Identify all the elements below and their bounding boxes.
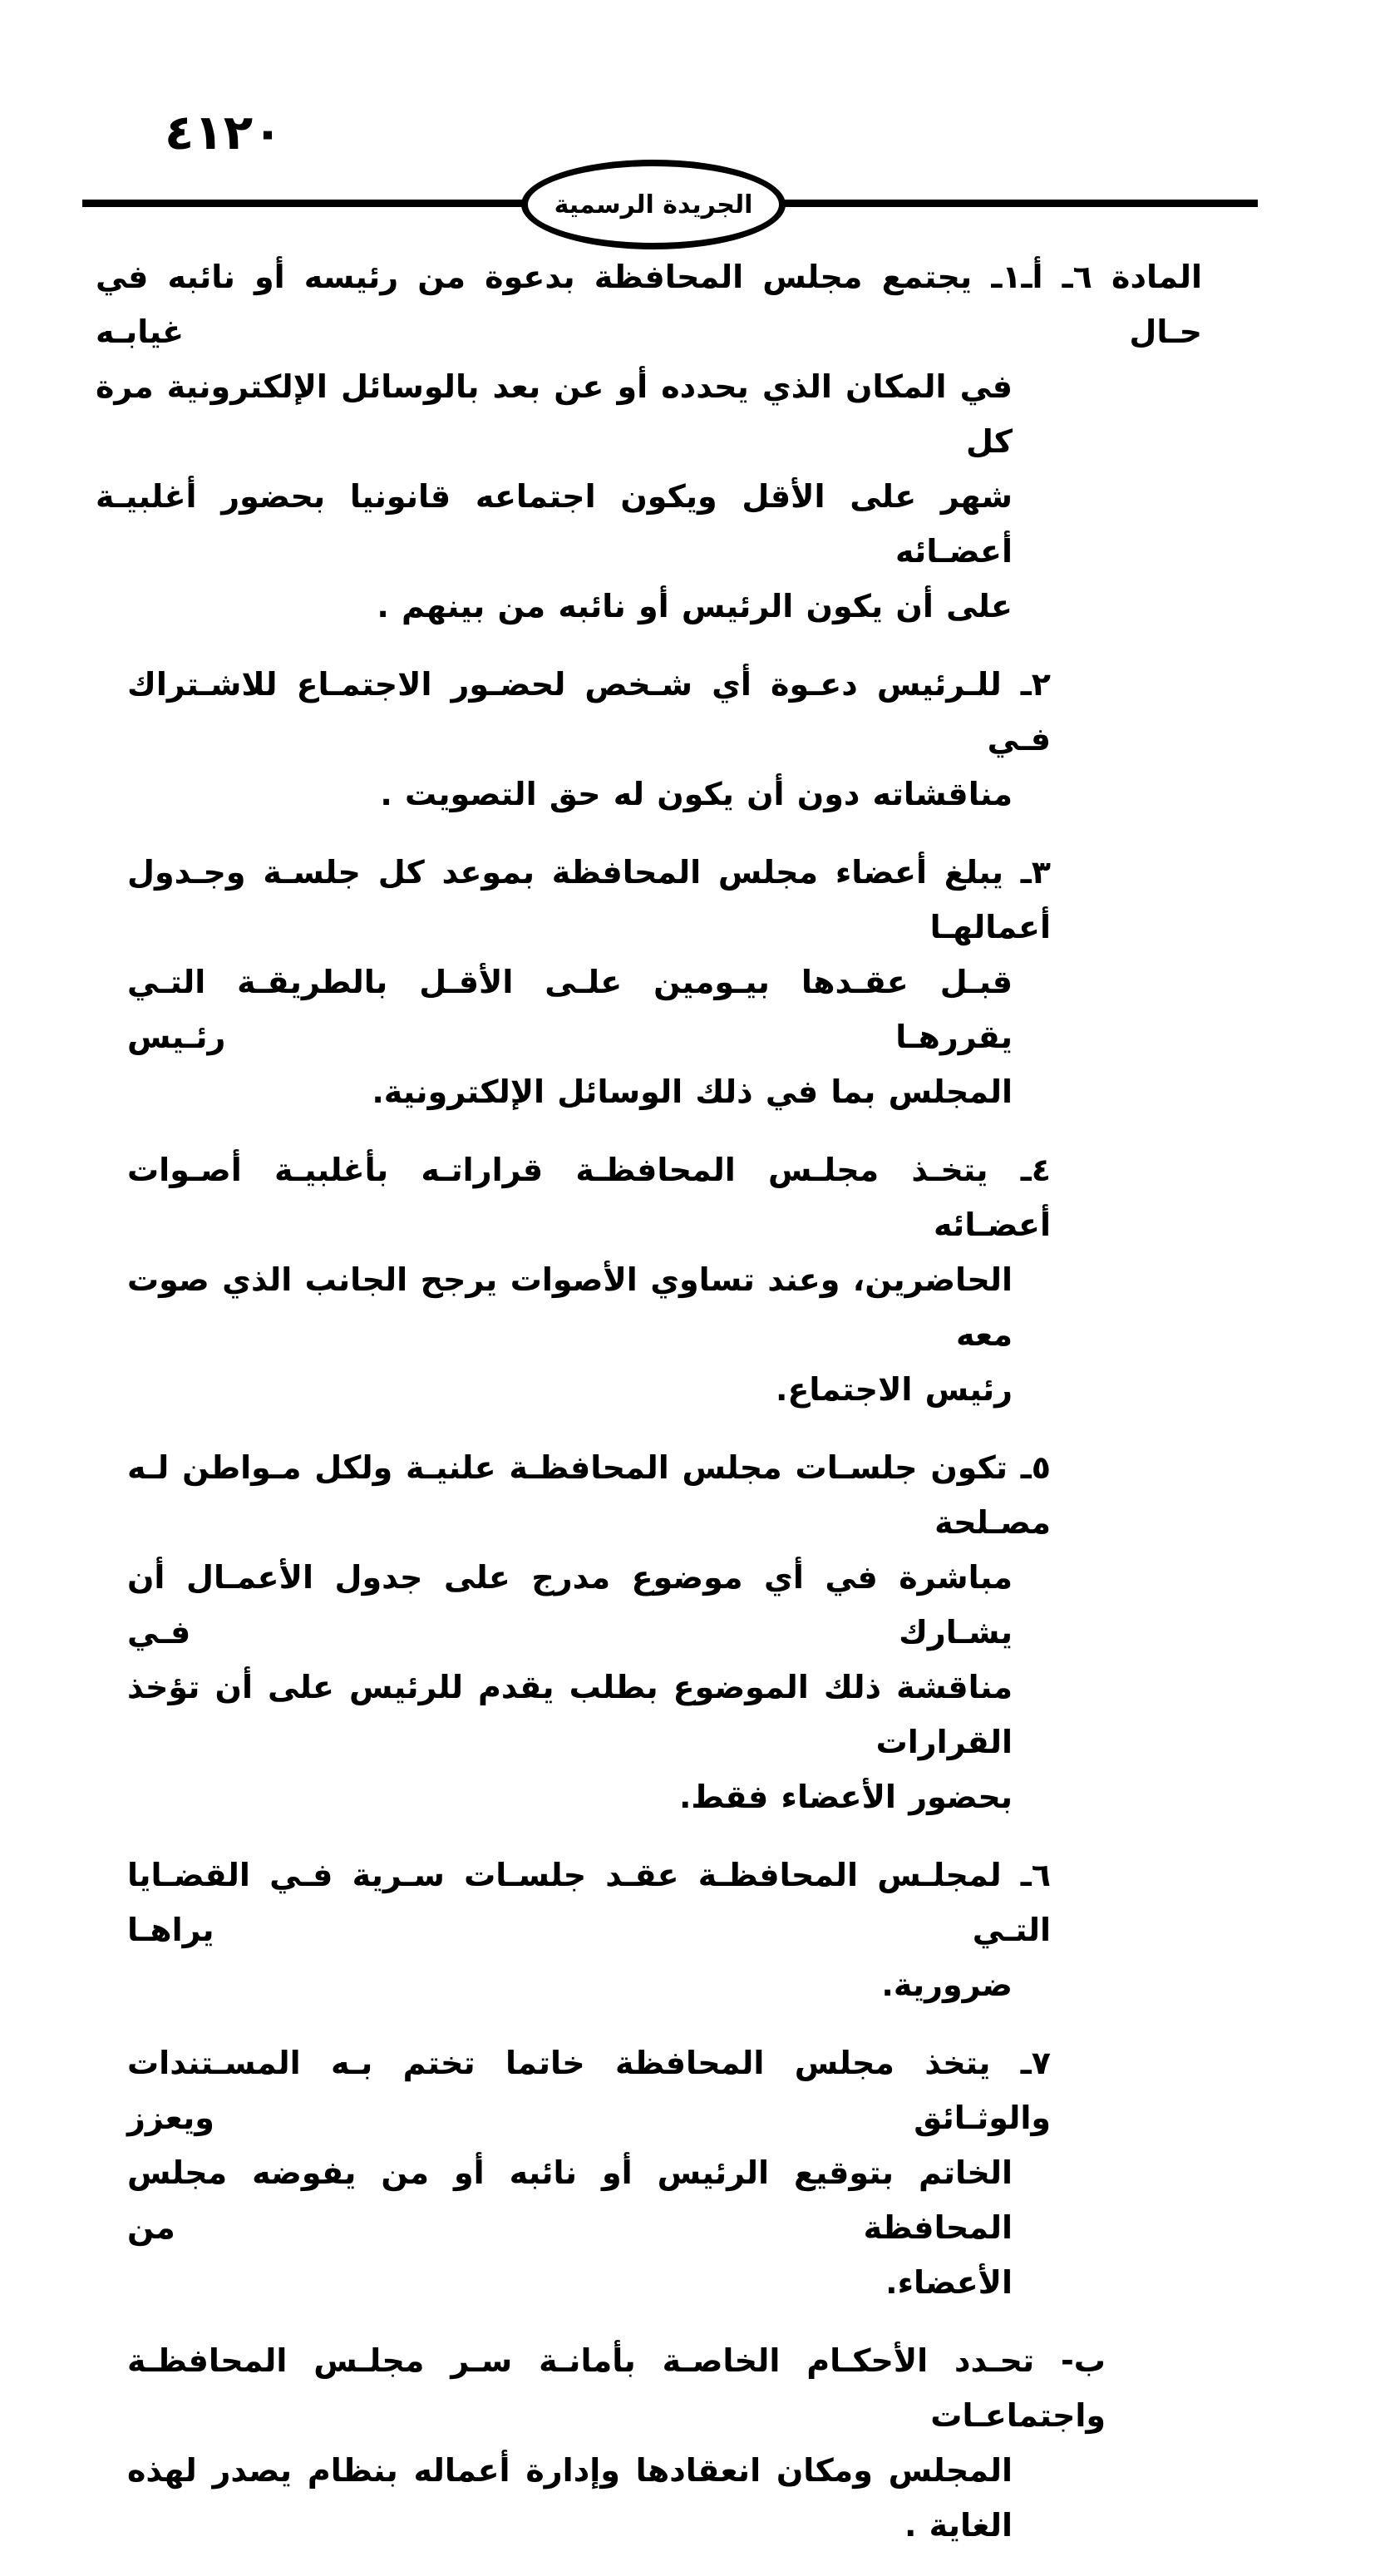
text-line: المادة ٦ـ أـ١ـ يجتمع مجلس المحافظة بدعوة من رئيسه أو نائبه في حـال غيابـه bbox=[96, 259, 1202, 350]
text-line: على أن يكون الرئيس أو نائبه من بينهم . bbox=[377, 588, 1013, 624]
gazette-banner-label: الجريدة الرسمية bbox=[554, 190, 753, 220]
text-line: شهر على الأقل ويكون اجتماعه قانونيا بحضور أغلبيـة أعضـائه bbox=[96, 478, 1013, 570]
text-line: ب- تحـدد الأحكـام الخاصـة بأمانـة سـر مجلـس المحافظـة واجتماعـات bbox=[127, 2342, 1106, 2434]
text-line: ضرورية. bbox=[881, 1967, 1013, 2003]
text-line: الخاتم بتوقيع الرئيس أو نائبه أو من يفوضه مجلس المحافظة من bbox=[127, 2154, 1013, 2246]
text-line: رئيس الاجتماع. bbox=[776, 1371, 1013, 1408]
text-line: بحضور الأعضاء فقط. bbox=[678, 1779, 1013, 1815]
paragraph bbox=[127, 1848, 1202, 2012]
paragraph bbox=[127, 2333, 1202, 2553]
text-line: ٧ـ يتخذ مجلس المحافظة خاتما تختم بـه المسـتندات والوثـائق ويعزز bbox=[127, 2045, 1051, 2136]
article-body bbox=[96, 249, 1202, 2576]
text-line: المجلس بما في ذلك الوسائل الإلكترونية. bbox=[372, 1073, 1013, 1110]
paragraph bbox=[127, 1142, 1202, 1417]
text-line: مناقشاته دون أن يكون له حق التصويت . bbox=[380, 776, 1013, 812]
paragraph bbox=[127, 1440, 1202, 1824]
paragraph bbox=[127, 2036, 1202, 2310]
text-line: قبـل عقـدها بيـومين علـى الأقـل بالطريقـة التـي يقررهـا رئـيس bbox=[127, 964, 1013, 1055]
text-line: ٥ـ تكون جلسـات مجلس المحافظـة علنيـة ولكل مـواطن لـه مصـلحة bbox=[127, 1449, 1051, 1541]
gazette-banner bbox=[521, 160, 786, 249]
text-line: المجلس ومكان انعقادها وإدارة أعماله بنظام يصدر لهذه الغاية . bbox=[127, 2452, 1013, 2544]
page-number: ٤١٢٠ bbox=[165, 104, 283, 160]
paragraph bbox=[127, 657, 1202, 822]
text-line: ٤ـ يتخـذ مجلـس المحافظـة قراراتـه بأغلبيـة أصـوات أعضـائه bbox=[127, 1152, 1051, 1243]
paragraph bbox=[96, 249, 1202, 634]
text-line: في المكان الذي يحدده أو عن بعد بالوسائل الإلكترونية مرة كل bbox=[96, 368, 1013, 460]
text-line: الأعضاء. bbox=[885, 2264, 1013, 2301]
text-line: ٦ـ لمجلـس المحافظـة عقـد جلسـات سـرية فـي القضـايا التـي يراهـا bbox=[127, 1857, 1051, 1948]
text-line: مباشرة في أي موضوع مدرج على جدول الأعمـال أن يشـارك فـي bbox=[127, 1559, 1013, 1651]
text-line: ٣ـ يبلغ أعضاء مجلس المحافظة بموعد كل جلسـة وجـدول أعمالهـا bbox=[127, 854, 1051, 945]
text-line: الحاضرين، وعند تساوي الأصوات يرجح الجانب الذي صوت معه bbox=[127, 1261, 1013, 1353]
paragraph bbox=[127, 845, 1202, 1119]
text-line: مناقشة ذلك الموضوع بطلب يقدم للرئيس على أن تؤخذ القرارات bbox=[127, 1669, 1013, 1760]
text-line: ٢ـ للـرئيس دعـوة أي شـخص لحضـور الاجتمـاع للاشـتراك فـي bbox=[127, 666, 1051, 758]
